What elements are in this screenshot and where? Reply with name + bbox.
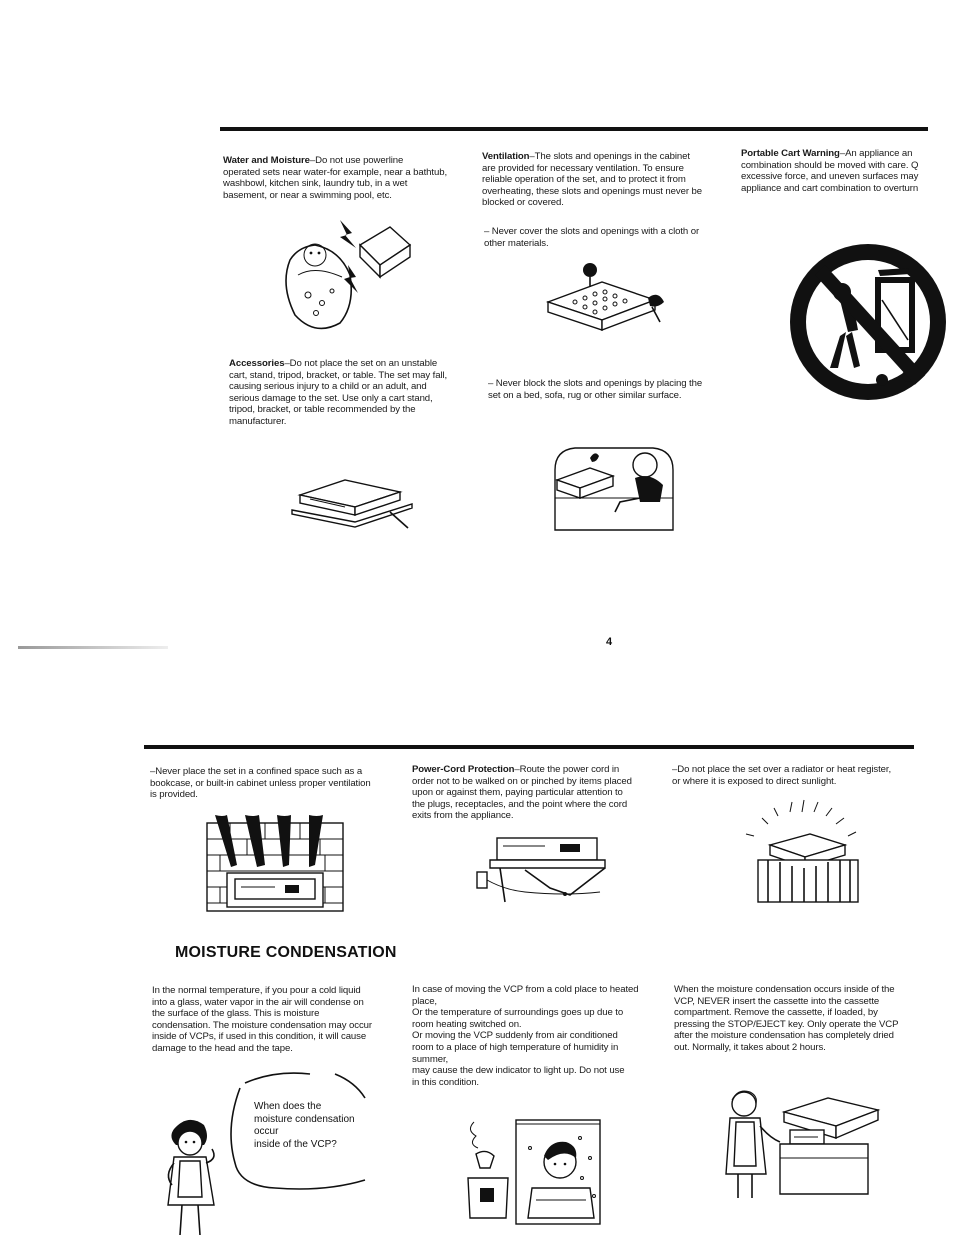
water-moisture-text: –Do not use powerline operated sets near water-for example, near a bathtub, washbowl, kitchen sink, laundry tub, in a wet basement, or near a swimming pool, etc.: [223, 155, 448, 201]
speech-bubble-text: When does the moisture condensation occur inside of the VCP?: [254, 1101, 355, 1150]
woman-thinking-illustration: [160, 1115, 230, 1240]
bookcase-illustration: [205, 815, 345, 913]
cart-warning-title: Portable Cart Warning: [741, 148, 840, 159]
ventilation-title: Ventilation: [482, 151, 530, 162]
power-cord-paragraph: [412, 764, 662, 822]
top-section-rule: [220, 127, 928, 131]
water-moisture-paragraph: [223, 155, 473, 201]
bathtub-illustration: [270, 215, 420, 340]
bottom-section-rule: [144, 745, 914, 749]
ventilation-paragraph: [482, 151, 732, 209]
ventilation-note-bed: – Never block the slots and openings by placing the set on a bed, sofa, rug or other similar surface.: [488, 378, 703, 401]
radiator-paragraph: –Do not place the set over a radiator or heat register, or where it is exposed to direct sunlight.: [672, 764, 892, 787]
cart-warning-paragraph: [741, 148, 941, 194]
accessories-paragraph: [229, 358, 469, 428]
accessories-title: Accessories: [229, 358, 285, 369]
ventilation-note-cloth: – Never cover the slots and openings with a cloth or other materials.: [484, 226, 700, 249]
moisture-paragraph-2: In case of moving the VCP from a cold place to heated place, Or the temperature of surroundings goes up due to room heating switched on. Or moving the VCP suddenly from air conditioned room to a place of high temperature of humidity in summer, may cause the dew indicator to light up. Do not use in this condition.: [412, 984, 639, 1088]
power-cord-illustration: [475, 830, 625, 905]
confined-space-paragraph: –Never place the set in a confined space such as a bookcase, or built-in cabinet unless proper ventilation is provided.: [150, 766, 371, 801]
covered-vents-illustration: [540, 262, 670, 342]
bracket-illustration: [290, 470, 420, 530]
scan-smudge: [18, 646, 168, 649]
power-cord-text: –Route the power cord in order not to be walked on or pinched by items placed upon or against them, paying particular attention to the plugs, receptacles, and the point where the cord exits from the appliance.: [412, 764, 632, 822]
accessories-text: –Do not place the set on an unstable cart, stand, tripod, bracket, or table. The set may fall, causing serious injury to a child or an adult, and serious damage to the set. Use only a cart stand, tripod, bracket, or table recommended by the manufacturer.: [229, 358, 448, 427]
ventilation-text: –The slots and openings in the cabinet are provided for necessary ventilation. To ensure reliable operation of the set, and to protect it from overheating, these slots and openings must never be blocked or covered.: [482, 151, 702, 209]
moisture-paragraph-3: When the moisture condensation occurs inside of the VCP, NEVER insert the cassette into the cassette compartment. Remove the cassette, if loaded, by pressing the STOP/EJECT key. Only operate the VCP after the moisture condensation has completely dried out. Normally, it takes about 2 hours.: [674, 984, 899, 1053]
moisture-paragraph-1: In the normal temperature, if you pour a cold liquid into a glass, water vapor in the air will condense on the surface of the glass. This is moisture condensation. The moisture condensation may occur inside of VCPs, if used in this condition, it will cause damage to the head and the tape.: [152, 985, 372, 1054]
sofa-illustration: [545, 440, 680, 535]
woman-vcp-illustration: [718, 1082, 883, 1202]
radiator-illustration: [740, 800, 865, 905]
page-number: 4: [606, 636, 613, 648]
power-cord-title: Power-Cord Protection: [412, 764, 515, 775]
moving-vcp-illustration: [460, 1118, 620, 1226]
water-moisture-title: Water and Moisture: [223, 155, 310, 166]
moisture-condensation-heading: MOISTURE CONDENSATION: [175, 944, 397, 961]
cart-warning-text: –An appliance an combination should be moved with care. Q excessive force, and uneven surfaces may appliance and cart combination to overturn: [741, 148, 919, 194]
cart-warning-symbol: [790, 240, 930, 405]
